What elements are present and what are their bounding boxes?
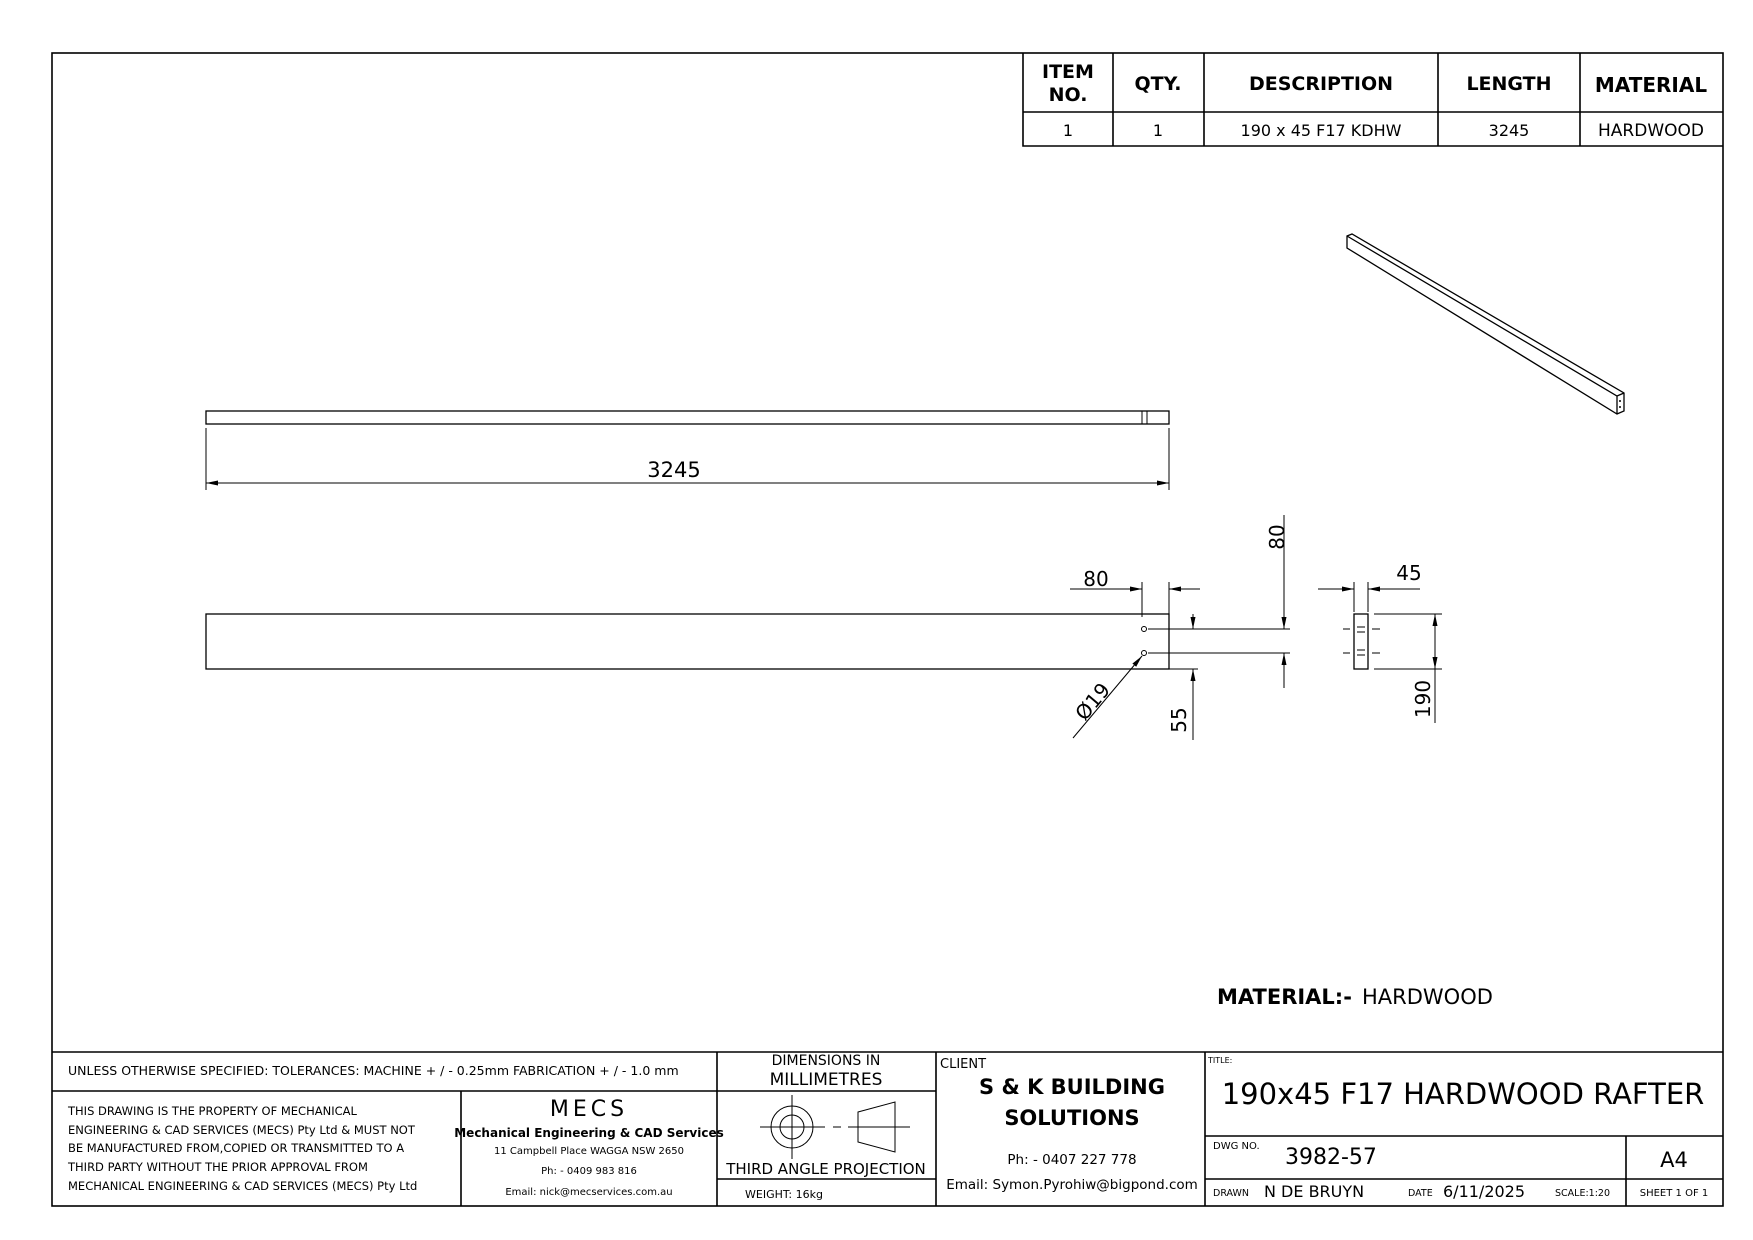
client-name-line2: SOLUTIONS xyxy=(1004,1106,1140,1130)
bom-cell-item: 1 xyxy=(1062,121,1074,140)
projection-label: THIRD ANGLE PROJECTION xyxy=(726,1160,926,1178)
material-note-value: HARDWOOD xyxy=(1362,985,1493,1009)
property-notice-line: MECHANICAL ENGINEERING & CAD SERVICES (MECS) Pty Ltd xyxy=(68,1179,418,1193)
bom-cell-length: 3245 xyxy=(1488,121,1530,140)
side-view xyxy=(1318,561,1442,723)
date: 6/11/2025 xyxy=(1443,1182,1526,1201)
dwg-no: 3982-57 xyxy=(1285,1145,1377,1170)
client-name-line1: S & K BUILDING xyxy=(979,1075,1165,1099)
bom-header-qty: QTY. xyxy=(1134,73,1182,95)
top-view xyxy=(206,411,1169,490)
isometric-view xyxy=(1347,234,1624,414)
company-email: Email: nick@mecservices.com.au xyxy=(505,1187,673,1198)
dim-thickness: 45 xyxy=(1396,561,1422,585)
bom-header-description: DESCRIPTION xyxy=(1248,73,1394,95)
front-view xyxy=(206,515,1290,740)
sheet-border xyxy=(52,53,1723,1206)
drawing-title: 190x45 F17 HARDWOOD RAFTER xyxy=(1221,1077,1705,1111)
sheet-number: SHEET 1 OF 1 xyxy=(1639,1188,1709,1199)
bom-cell-material: HARDWOOD xyxy=(1598,121,1704,141)
dim-depth: 190 xyxy=(1411,679,1435,719)
bom-header-length: LENGTH xyxy=(1466,73,1552,95)
title-label: TITLE: xyxy=(1208,1056,1233,1065)
units-line2: MILLIMETRES xyxy=(769,1070,883,1090)
bom-cell-qty: 1 xyxy=(1152,121,1164,140)
dim-hole-diameter: Ø19 xyxy=(1070,678,1116,725)
company-logo: MECS xyxy=(549,1097,629,1122)
dim-hole-from-edge: 55 xyxy=(1167,707,1191,733)
bom-header-item-no: NO. xyxy=(1048,84,1088,106)
bom-row xyxy=(1063,121,1704,141)
third-angle-projection-icon xyxy=(760,1095,910,1159)
dwg-no-label: DWG NO. xyxy=(1213,1141,1260,1152)
date-label: DATE xyxy=(1408,1188,1433,1199)
client-phone: Ph: - 0407 227 778 xyxy=(1007,1152,1137,1168)
scale: SCALE:1:20 xyxy=(1555,1188,1610,1199)
drawn-by: N DE BRUYN xyxy=(1264,1182,1365,1201)
property-notice-line: THIS DRAWING IS THE PROPERTY OF MECHANICAL xyxy=(68,1104,357,1118)
sheet-size: A4 xyxy=(1660,1148,1688,1172)
company-phone: Ph: - 0409 983 816 xyxy=(541,1166,637,1177)
tolerances-note: UNLESS OTHERWISE SPECIFIED: TOLERANCES: MACHINE + / - 0.25mm FABRICATION + / - 1.0 mm xyxy=(68,1063,679,1078)
property-notice-line: THIRD PARTY WITHOUT THE PRIOR APPROVAL FROM xyxy=(68,1160,368,1174)
property-notice-line: BE MANUFACTURED FROM,COPIED OR TRANSMITTED TO A xyxy=(68,1141,405,1155)
company-address: 11 Campbell Place WAGGA NSW 2650 xyxy=(494,1146,684,1157)
bom-cell-description: 190 x 45 F17 KDHW xyxy=(1240,121,1402,140)
dim-overall-length: 3245 xyxy=(647,458,701,482)
dim-hole-spacing: 80 xyxy=(1265,524,1289,550)
client-email: Email: Symon.Pyrohiw@bigpond.com xyxy=(946,1177,1198,1193)
bom-header-material: MATERIAL xyxy=(1594,73,1708,97)
units-line1: DIMENSIONS IN xyxy=(771,1053,881,1069)
weight: WEIGHT: 16kg xyxy=(745,1188,823,1201)
material-note-label: MATERIAL:- xyxy=(1217,985,1352,1009)
client-label: CLIENT xyxy=(940,1057,987,1072)
bom-header-item: ITEM xyxy=(1042,61,1094,83)
title-block xyxy=(52,1052,1723,1206)
dim-hole-from-end: 80 xyxy=(1083,567,1109,591)
drawn-label: DRAWN xyxy=(1213,1188,1250,1199)
property-notice-line: ENGINEERING & CAD SERVICES (MECS) Pty Ltd & MUST NOT xyxy=(68,1123,415,1137)
company-name: Mechanical Engineering & CAD Services xyxy=(454,1126,724,1140)
bom-table xyxy=(1023,53,1723,146)
